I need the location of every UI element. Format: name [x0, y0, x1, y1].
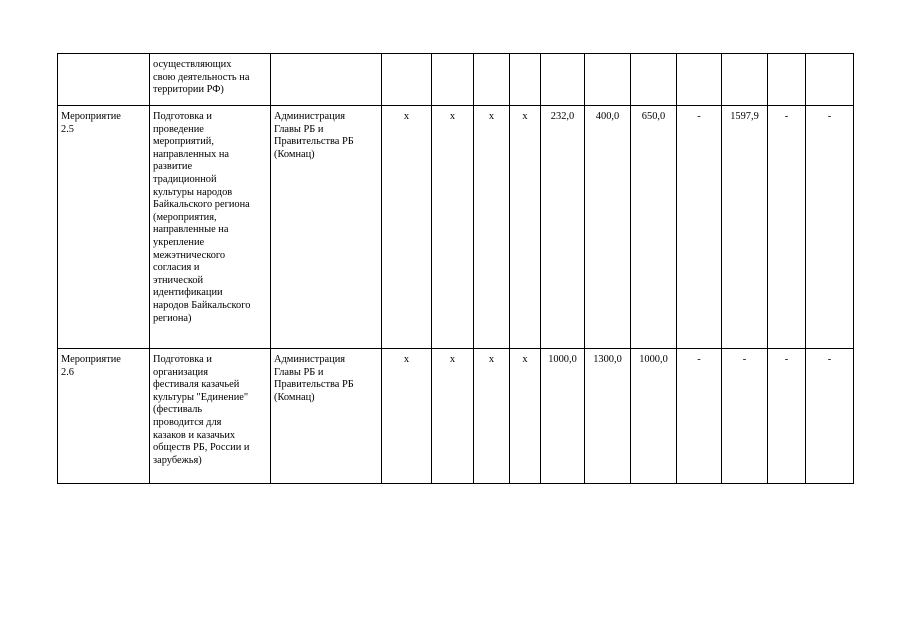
value-cell-5: -	[722, 349, 768, 484]
activity-name-cell: Подготовка и проведение мероприятий, направленных на развитие традиционной культуры народов Байкальского региона (мероприятия, направленные на укрепление межэтнического согласия и этнической идентификации народов Байкальского региона)	[150, 106, 271, 349]
x-cell-1: x	[382, 349, 432, 484]
value-cell-2	[585, 54, 631, 106]
executor-cell: Администрация Главы РБ и Правительства РБ (Комнац)	[271, 106, 382, 349]
value-cell-3: 650,0	[631, 106, 677, 349]
value-cell-2: 400,0	[585, 106, 631, 349]
executor-cell: Администрация Главы РБ и Правительства РБ (Комнац)	[271, 349, 382, 484]
value-cell-7: -	[806, 349, 854, 484]
value-cell-1	[541, 54, 585, 106]
value-cell-2: 1300,0	[585, 349, 631, 484]
program-activities-table	[57, 53, 854, 484]
x-cell-4	[510, 54, 541, 106]
activity-id-cell: Мероприятие 2.6	[58, 349, 150, 484]
value-cell-4: -	[677, 349, 722, 484]
value-cell-4	[677, 54, 722, 106]
x-cell-1	[382, 54, 432, 106]
x-cell-3: x	[474, 349, 510, 484]
activity-name-cell: осуществляющих свою деятельность на территории РФ)	[150, 54, 271, 106]
value-cell-1: 1000,0	[541, 349, 585, 484]
x-cell-3: x	[474, 106, 510, 349]
x-cell-4: x	[510, 349, 541, 484]
value-cell-1: 232,0	[541, 106, 585, 349]
value-cell-3: 1000,0	[631, 349, 677, 484]
x-cell-2: x	[432, 106, 474, 349]
value-cell-6	[768, 54, 806, 106]
x-cell-2	[432, 54, 474, 106]
x-cell-3	[474, 54, 510, 106]
value-cell-7: -	[806, 106, 854, 349]
executor-cell	[271, 54, 382, 106]
x-cell-4: x	[510, 106, 541, 349]
activity-name-cell: Подготовка и организация фестиваля казачьей культуры "Единение" (фестиваль проводится для казаков и казачьих обществ РБ, России и зарубежья)	[150, 349, 271, 484]
value-cell-3	[631, 54, 677, 106]
value-cell-4: -	[677, 106, 722, 349]
x-cell-2: x	[432, 349, 474, 484]
value-cell-5: 1597,9	[722, 106, 768, 349]
value-cell-7	[806, 54, 854, 106]
activity-id-cell	[58, 54, 150, 106]
table-row	[58, 106, 854, 349]
table-row	[58, 54, 854, 106]
x-cell-1: x	[382, 106, 432, 349]
table-row	[58, 349, 854, 484]
value-cell-6: -	[768, 349, 806, 484]
value-cell-6: -	[768, 106, 806, 349]
activity-id-cell: Мероприятие 2.5	[58, 106, 150, 349]
value-cell-5	[722, 54, 768, 106]
